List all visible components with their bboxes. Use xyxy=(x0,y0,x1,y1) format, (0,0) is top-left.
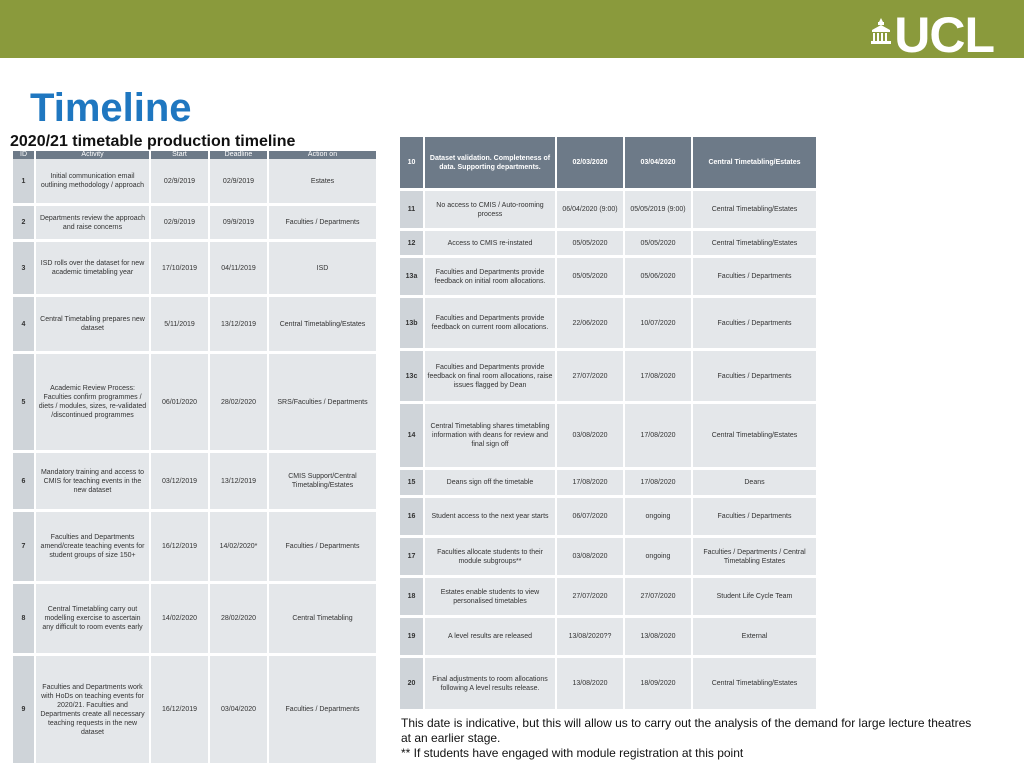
table-row xyxy=(400,191,818,231)
table-header-row xyxy=(13,151,378,159)
row-start: 06/04/2020 (9:00) xyxy=(557,191,625,231)
row-start: 22/06/2020 xyxy=(557,298,625,351)
row-activity: Deans sign off the timetable xyxy=(425,470,557,498)
table-row xyxy=(400,404,818,470)
row-activity: Faculties and Departments provide feedback on current room allocations. xyxy=(425,298,557,351)
row-activity: A level results are released xyxy=(425,618,557,658)
row-start: 05/05/2020 xyxy=(557,258,625,298)
row-deadline: 27/07/2020 xyxy=(625,578,693,618)
row-id: 9 xyxy=(13,656,36,766)
row-activity: Departments review the approach and raise concerns xyxy=(36,206,151,242)
row-start: 02/9/2019 xyxy=(151,159,210,206)
row-activity: Faculties and Departments amend/create teaching events for student groups of size 150+ xyxy=(36,512,151,584)
row-action: Deans xyxy=(693,470,818,498)
footnote-module-registration: ** If students have engaged with module registration at this point xyxy=(401,746,744,760)
row-deadline: 13/12/2019 xyxy=(210,453,269,512)
row-deadline: 14/02/2020* xyxy=(210,512,269,584)
row-start: 16/12/2019 xyxy=(151,656,210,766)
row-action: Faculties / Departments xyxy=(693,258,818,298)
row-start: 03/12/2019 xyxy=(151,453,210,512)
table-row xyxy=(13,453,378,512)
table-row xyxy=(13,354,378,453)
row-action: Central Timetabling/Estates xyxy=(693,658,818,712)
table-row xyxy=(400,538,818,578)
row-start: 02/03/2020 xyxy=(557,137,625,191)
row-action: Faculties / Departments xyxy=(269,512,378,584)
header-start: Start xyxy=(151,151,210,159)
table-row xyxy=(13,242,378,297)
row-id: 7 xyxy=(13,512,36,584)
row-start: 03/08/2020 xyxy=(557,538,625,578)
row-start: 27/07/2020 xyxy=(557,578,625,618)
table-row xyxy=(13,297,378,354)
row-deadline: ongoing xyxy=(625,538,693,578)
row-action: External xyxy=(693,618,818,658)
row-activity: Faculties and Departments provide feedback on final room allocations, raise issues flagged by Dean xyxy=(425,351,557,404)
right-timeline-table xyxy=(400,137,818,712)
row-id: 10 xyxy=(400,137,425,191)
row-deadline: 13/08/2020 xyxy=(625,618,693,658)
row-id: 15 xyxy=(400,470,425,498)
logo-text: UCL xyxy=(894,7,994,63)
row-id: 3 xyxy=(13,242,36,297)
row-deadline: 03/04/2020 xyxy=(210,656,269,766)
row-id: 17 xyxy=(400,538,425,578)
portico-icon xyxy=(870,16,892,46)
row-deadline: 09/9/2019 xyxy=(210,206,269,242)
row-id: 8 xyxy=(13,584,36,656)
row-id: 20 xyxy=(400,658,425,712)
row-activity: Academic Review Process: Faculties confirm programmes / diets / modules, sizes, re-validated /discontinued programmes xyxy=(36,354,151,453)
table-row xyxy=(400,618,818,658)
row-deadline: 17/08/2020 xyxy=(625,351,693,404)
row-deadline: 17/08/2020 xyxy=(625,404,693,470)
page-title: Timeline xyxy=(30,86,192,130)
table-row xyxy=(400,137,818,191)
page-subtitle: 2020/21 timetable production timeline xyxy=(10,133,296,150)
row-activity: Faculties and Departments provide feedback on initial room allocations. xyxy=(425,258,557,298)
row-action: CMIS Support/Central Timetabling/Estates xyxy=(269,453,378,512)
table-row xyxy=(13,656,378,766)
row-activity: Central Timetabling prepares new dataset xyxy=(36,297,151,354)
row-action: Faculties / Departments xyxy=(269,656,378,766)
table-row xyxy=(400,470,818,498)
row-deadline: 05/06/2020 xyxy=(625,258,693,298)
row-activity: Access to CMIS re-instated xyxy=(425,231,557,258)
row-start: 06/01/2020 xyxy=(151,354,210,453)
row-id: 12 xyxy=(400,231,425,258)
row-activity: Faculties and Departments work with HoDs on teaching events for 2020/21. Faculties and Departments create all necessary teaching requests in the new dataset xyxy=(36,656,151,766)
table-row xyxy=(13,584,378,656)
footnote-indicative-date: This date is indicative, but this will allow us to carry out the analysis of the demand for large lecture theatres at an earlier stage. xyxy=(401,716,972,745)
table-row xyxy=(400,498,818,538)
row-start: 03/08/2020 xyxy=(557,404,625,470)
row-start: 06/07/2020 xyxy=(557,498,625,538)
row-action: Student Life Cycle Team xyxy=(693,578,818,618)
row-action: Central Timetabling/Estates xyxy=(693,404,818,470)
row-activity: No access to CMIS / Auto-rooming process xyxy=(425,191,557,231)
row-action: Estates xyxy=(269,159,378,206)
row-activity: Faculties allocate students to their module subgroups** xyxy=(425,538,557,578)
row-activity: Central Timetabling carry out modelling exercise to ascertain any difficult to room events early xyxy=(36,584,151,656)
row-start: 16/12/2019 xyxy=(151,512,210,584)
header-activity: Activity xyxy=(36,151,151,159)
row-id: 16 xyxy=(400,498,425,538)
row-start: 14/02/2020 xyxy=(151,584,210,656)
row-action: Faculties / Departments xyxy=(693,498,818,538)
row-start: 02/9/2019 xyxy=(151,206,210,242)
left-timeline-table xyxy=(13,151,378,766)
row-deadline: 28/02/2020 xyxy=(210,354,269,453)
row-action: Faculties / Departments xyxy=(693,351,818,404)
row-activity: Mandatory training and access to CMIS for teaching events in the new dataset xyxy=(36,453,151,512)
row-action: Faculties / Departments / Central Timetabling Estates xyxy=(693,538,818,578)
row-activity: Initial communication email outlining methodology / approach xyxy=(36,159,151,206)
row-id: 18 xyxy=(400,578,425,618)
row-start: 17/08/2020 xyxy=(557,470,625,498)
row-start: 13/08/2020?? xyxy=(557,618,625,658)
table-row xyxy=(13,159,378,206)
row-action: Central Timetabling/Estates xyxy=(693,231,818,258)
row-deadline: 28/02/2020 xyxy=(210,584,269,656)
row-deadline: 03/04/2020 xyxy=(625,137,693,191)
row-start: 17/10/2019 xyxy=(151,242,210,297)
row-action: SRS/Faculties / Departments xyxy=(269,354,378,453)
row-deadline: 13/12/2019 xyxy=(210,297,269,354)
row-deadline: 04/11/2019 xyxy=(210,242,269,297)
row-id: 14 xyxy=(400,404,425,470)
table-row xyxy=(400,351,818,404)
row-deadline: 17/08/2020 xyxy=(625,470,693,498)
table-row xyxy=(13,512,378,584)
row-start: 05/05/2020 xyxy=(557,231,625,258)
header-deadline: Deadline xyxy=(210,151,269,159)
row-deadline: 05/05/2019 (9:00) xyxy=(625,191,693,231)
table-row xyxy=(400,658,818,712)
row-action: Faculties / Departments xyxy=(269,206,378,242)
footnotes xyxy=(401,716,981,761)
table-row xyxy=(400,298,818,351)
table-row xyxy=(400,258,818,298)
row-activity: Estates enable students to view personalised timetables xyxy=(425,578,557,618)
row-id: 19 xyxy=(400,618,425,658)
row-action: Central Timetabling/Estates xyxy=(693,137,818,191)
row-id: 11 xyxy=(400,191,425,231)
header-id: ID xyxy=(13,151,36,159)
header-action-on: Action on xyxy=(269,151,378,159)
row-deadline: 18/09/2020 xyxy=(625,658,693,712)
row-id: 13b xyxy=(400,298,425,351)
row-id: 13c xyxy=(400,351,425,404)
row-activity: Dataset validation. Completeness of data. Supporting departments. xyxy=(425,137,557,191)
row-deadline: ongoing xyxy=(625,498,693,538)
row-deadline: 02/9/2019 xyxy=(210,159,269,206)
row-start: 13/08/2020 xyxy=(557,658,625,712)
row-start: 27/07/2020 xyxy=(557,351,625,404)
row-action: Faculties / Departments xyxy=(693,298,818,351)
row-activity: Student access to the next year starts xyxy=(425,498,557,538)
row-activity: Central Timetabling shares timetabling information with deans for review and final sign off xyxy=(425,404,557,470)
row-activity: Final adjustments to room allocations following A level results release. xyxy=(425,658,557,712)
row-action: ISD xyxy=(269,242,378,297)
row-activity: ISD rolls over the dataset for new academic timetabling year xyxy=(36,242,151,297)
row-deadline: 10/07/2020 xyxy=(625,298,693,351)
row-id: 1 xyxy=(13,159,36,206)
row-action: Central Timetabling/Estates xyxy=(693,191,818,231)
table-row xyxy=(13,206,378,242)
table-row xyxy=(400,231,818,258)
row-id: 6 xyxy=(13,453,36,512)
row-id: 13a xyxy=(400,258,425,298)
row-start: 5/11/2019 xyxy=(151,297,210,354)
row-id: 5 xyxy=(13,354,36,453)
row-deadline: 05/05/2020 xyxy=(625,231,693,258)
row-id: 2 xyxy=(13,206,36,242)
row-action: Central Timetabling xyxy=(269,584,378,656)
row-action: Central Timetabling/Estates xyxy=(269,297,378,354)
ucl-logo xyxy=(870,7,994,63)
row-id: 4 xyxy=(13,297,36,354)
table-row xyxy=(400,578,818,618)
